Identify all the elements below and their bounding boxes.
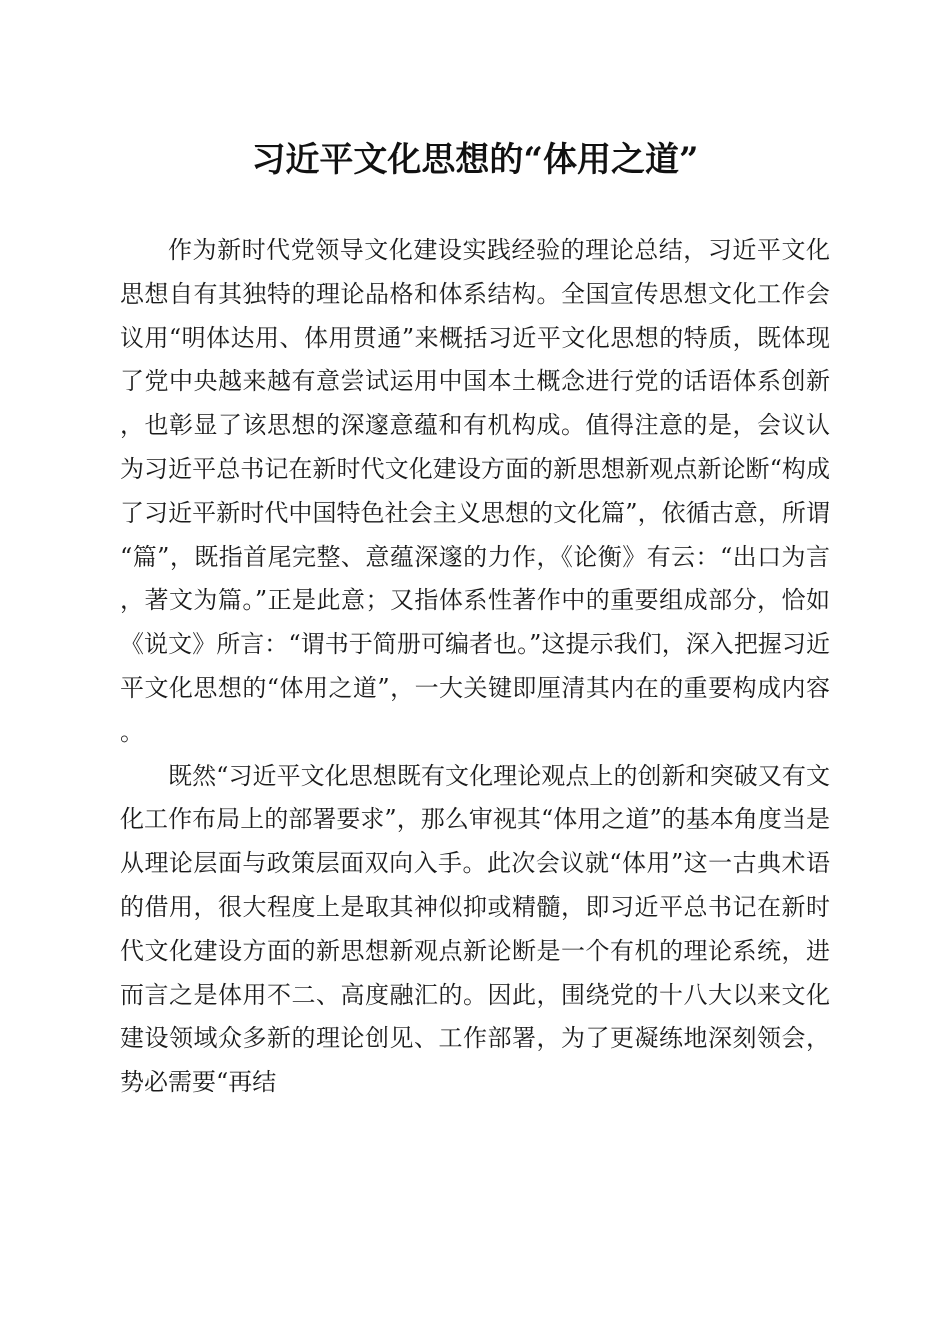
paragraph-1: 作为新时代党领导文化建设实践经验的理论总结，习近平文化思想自有其独特的理论品格和体系结构。全国宣传思想文化工作会议用“明体达用、体用贯通”来概括习近平文化思想的特质，既体现了党中央越来越有意尝试运用中国本土概念进行党的话语体系创新，也彰显了该思想的深邃意蕴和有机构成。值得注意的是，会议认为习近平总书记在新时代文化建设方面的新思想新观点新论断“构成了习近平新时代中国特色社会主义思想的文化篇”，依循古意，所谓“篇”，既指首尾完整、意蕴深邃的力作，《论衡》有云：“出口为言，著文为篇。”正是此意；又指体系性著作中的重要组成部分，恰如《说文》所言：“谓书于简册可编者也。”这提示我们，深入把握习近平文化思想的“体用之道”，一大关键即厘清其内在的重要构成内容。 [120,236,830,746]
document-title: 习近平文化思想的“体用之道” [251,140,699,180]
paragraph-2: 既然“习近平文化思想既有文化理论观点上的创新和突破又有文化工作布局上的部署要求”，那么审视其“体用之道”的基本角度当是从理论层面与政策层面双向入手。此次会议就“体用”这一古典术语的借用，很大程度上是取其神似抑或精髓，即习近平总书记在新时代文化建设方面的新思想新观点新论断是一个有机的理论系统，进而言之是体用不二、高度融汇的。因此，围绕党的十八大以来文化建设领域众多新的理论创见、工作部署，为了更凝练地深刻领会，势必需要“再结 [120,761,830,1097]
document-body [120,229,830,1105]
